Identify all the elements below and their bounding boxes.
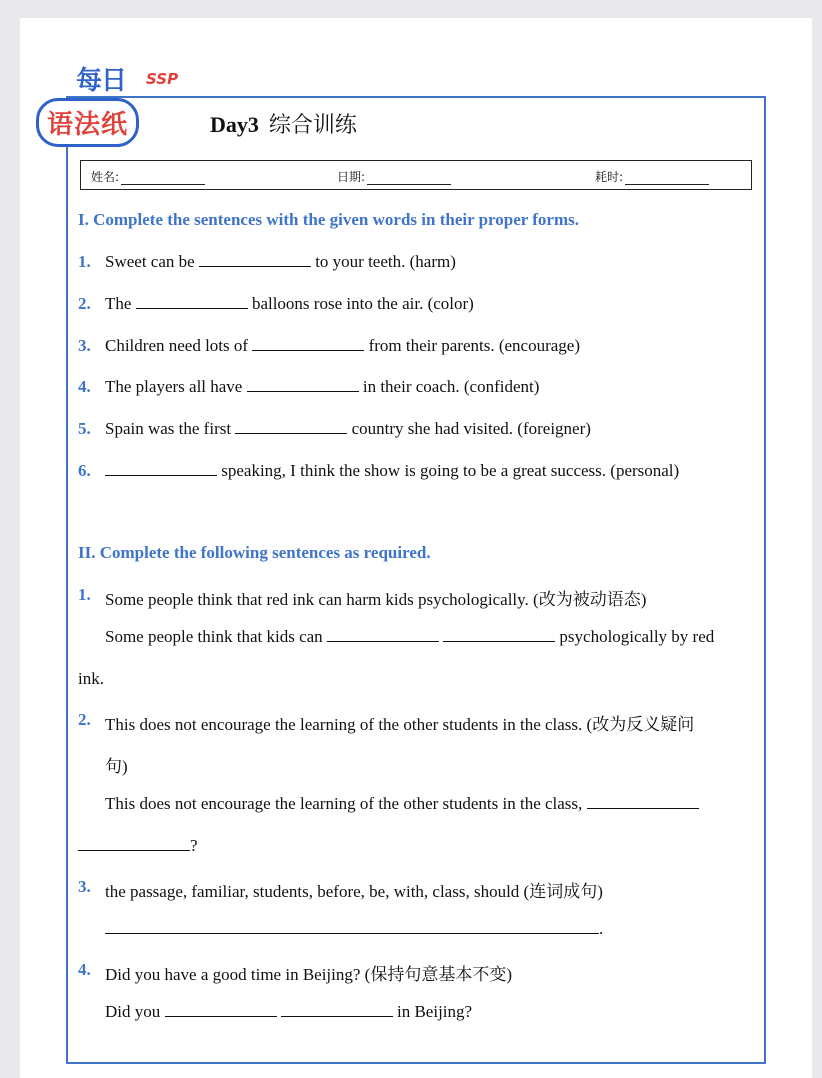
answer-suffix: speaking, I think the show is going to be a great success. (personal)	[221, 461, 680, 480]
answer-line	[105, 1002, 472, 1022]
answer-tail: ?	[190, 836, 198, 855]
question-number: 3.	[78, 877, 91, 896]
answer-line	[105, 627, 714, 647]
question-text: Did you have a good time in Beijing? (保持句意基本不变)	[105, 965, 512, 984]
day-label: Day3	[210, 112, 259, 137]
name-label: 姓名:	[91, 170, 120, 184]
logo-ssp-text: SSP	[146, 70, 179, 88]
question-text	[105, 419, 591, 439]
section1-title: I. Complete the sentences with the given words in their proper forms.	[78, 210, 579, 229]
answer-prefix: The players all have	[105, 377, 243, 396]
question-number: 4.	[78, 960, 91, 979]
question-number: 6.	[78, 461, 91, 480]
answer-blank[interactable]	[252, 336, 364, 351]
answer-blank[interactable]	[78, 836, 190, 851]
answer-prefix: The	[105, 294, 132, 313]
answer-blank[interactable]	[199, 252, 311, 267]
page-title	[210, 108, 357, 139]
answer-tail: .	[599, 919, 604, 938]
answer-blank[interactable]	[443, 627, 555, 642]
answer-line	[105, 794, 699, 814]
question-number: 5.	[78, 419, 91, 438]
answer-suffix: country she had visited. (foreigner)	[351, 419, 591, 438]
answer-blank[interactable]	[235, 419, 347, 434]
answer-blank[interactable]	[281, 1002, 393, 1017]
question-number: 1.	[78, 252, 91, 271]
question-number: 3.	[78, 336, 91, 355]
answer-suffix: from their parents. (encourage)	[368, 336, 581, 355]
question-number: 2.	[78, 710, 91, 729]
answer-prefix: Some people think that kids can	[105, 627, 323, 646]
answer-suffix: in their coach. (confident)	[362, 377, 540, 396]
date-label: 日期:	[337, 170, 366, 184]
question-text: Some people think that red ink can harm kids psychologically. (改为被动语态)	[105, 590, 647, 609]
question-text	[105, 252, 456, 272]
name-field[interactable]	[91, 168, 205, 185]
answer-blank[interactable]	[105, 461, 217, 476]
day-subtitle: 综合训练	[268, 112, 357, 137]
answer-blank[interactable]	[247, 377, 359, 392]
answer-suffix: balloons rose into the air. (color)	[251, 294, 474, 313]
answer-suffix: to your teeth. (harm)	[315, 252, 456, 271]
question-number: 4.	[78, 377, 91, 396]
answer-prefix: This does not encourage the learning of the other students in the class,	[105, 794, 583, 813]
answer-prefix: Did you	[105, 1002, 161, 1021]
answer-suffix: psychologically by red	[559, 627, 715, 646]
answer-blank[interactable]	[587, 794, 699, 809]
date-field[interactable]	[337, 168, 451, 185]
answer-line	[105, 919, 603, 939]
time-label: 耗时:	[595, 170, 624, 184]
answer-prefix: Sweet can be	[105, 252, 195, 271]
logo-top-text: 每日	[76, 66, 127, 96]
answer-blank[interactable]	[327, 627, 439, 642]
answer-blank[interactable]	[136, 294, 248, 309]
answer-blank[interactable]	[165, 1002, 277, 1017]
question-text	[105, 377, 539, 397]
logo-main-text: 语法纸	[36, 98, 139, 147]
question-text	[105, 336, 580, 356]
question-text	[105, 461, 679, 481]
question-number: 2.	[78, 294, 91, 313]
brand-logo	[28, 60, 198, 152]
section2-title: II. Complete the following sentences as required.	[78, 543, 431, 562]
question-number: 1.	[78, 585, 91, 604]
question-text-cont: 句)	[105, 757, 128, 776]
answer-suffix: in Beijing?	[397, 1002, 473, 1021]
question-text: This does not encourage the learning of the other students in the class. (改为反义疑问	[105, 715, 695, 734]
answer-blank[interactable]	[105, 919, 599, 934]
answer-tail: ink.	[78, 669, 104, 688]
answer-prefix: Spain was the first	[105, 419, 232, 438]
student-info-box	[80, 160, 752, 190]
answer-prefix: Children need lots of	[105, 336, 249, 355]
question-text	[105, 294, 474, 314]
time-field[interactable]	[595, 168, 709, 185]
answer-line	[78, 836, 198, 856]
question-text: the passage, familiar, students, before, be, with, class, should (连词成句)	[105, 882, 603, 901]
